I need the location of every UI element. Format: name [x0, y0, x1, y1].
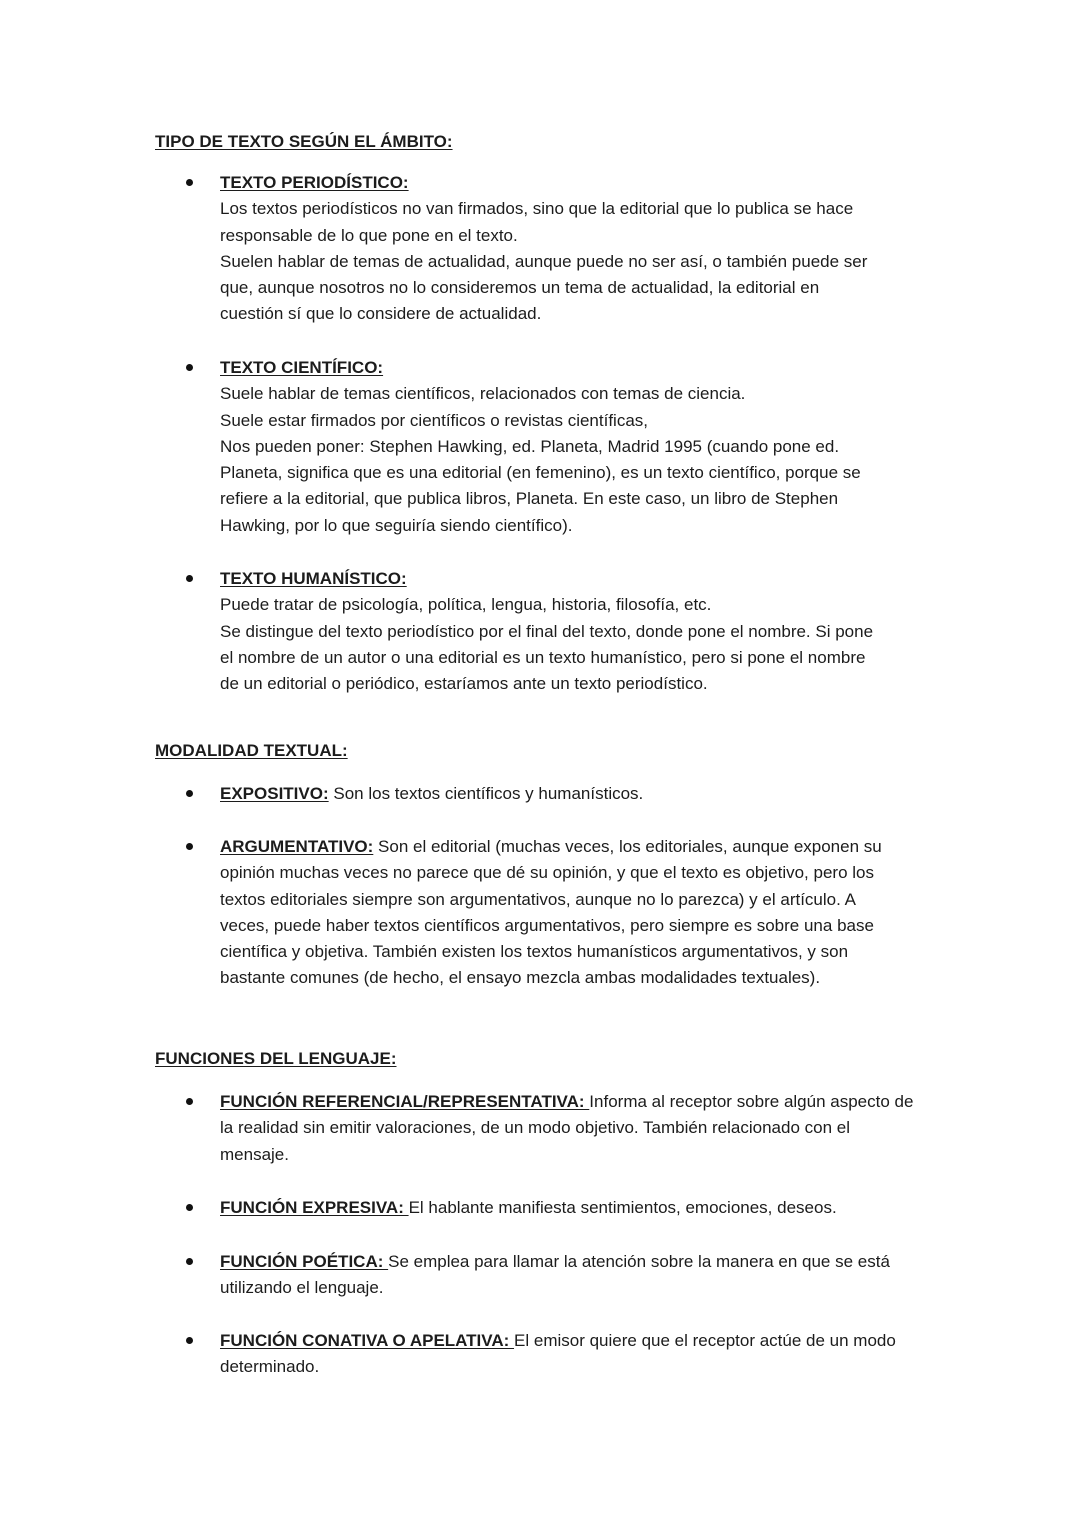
- section-heading-funciones: FUNCIONES DEL LENGUAJE:: [155, 1049, 397, 1068]
- item-text-line: bastante comunes (de hecho, el ensayo mezcla ambas modalidades textuales).: [220, 968, 821, 988]
- item-text: Se emplea para llamar la atención sobre la manera en que se está: [388, 1252, 890, 1271]
- item-text-line: veces, puede haber textos científicos argumentativos, pero siempre es sobre una base: [220, 915, 874, 935]
- item-text-line: Los textos periodísticos no van firmados, sino que la editorial que lo publica se hace: [220, 199, 854, 219]
- item-first-line: [220, 1249, 890, 1275]
- item-text-line: responsable de lo que pone en el texto.: [220, 225, 518, 245]
- bullet-icon: [186, 790, 193, 797]
- item-text-line: Hawking, por lo que seguiría siendo científico).: [220, 515, 573, 535]
- item-text: Son el editorial (muchas veces, los editoriales, aunque exponen su: [373, 837, 882, 856]
- item-label: FUNCIÓN CONATIVA O APELATIVA:: [220, 1331, 515, 1350]
- item-text-line: que, aunque nosotros no lo consideremos un tema de actualidad, la editorial en: [220, 278, 820, 298]
- list-item-funcion-poetica: [220, 1249, 890, 1302]
- item-label-line: [220, 170, 867, 196]
- item-text-line: opinión muchas veces no parece que dé su opinión, y que el texto es objetivo, pero los: [220, 863, 874, 883]
- item-first-line: [220, 834, 882, 860]
- item-text-line: Puede tratar de psicología, política, lengua, historia, filosofía, etc.: [220, 595, 712, 615]
- item-label: TEXTO HUMANÍSTICO:: [220, 569, 407, 588]
- list-item-funcion-expresiva: [220, 1195, 837, 1221]
- item-label: FUNCIÓN REFERENCIAL/REPRESENTATIVA:: [220, 1092, 590, 1111]
- bullet-icon: [186, 1204, 193, 1211]
- item-text: Informa al receptor sobre algún aspecto de: [589, 1092, 914, 1111]
- item-text-line: cuestión sí que lo considere de actualidad.: [220, 304, 542, 324]
- bullet-icon: [186, 1337, 193, 1344]
- item-label: FUNCIÓN POÉTICA:: [220, 1252, 389, 1271]
- bullet-icon: [186, 364, 193, 371]
- item-text-line: utilizando el lenguaje.: [220, 1278, 384, 1298]
- item-text-line: Nos pueden poner: Stephen Hawking, ed. Planeta, Madrid 1995 (cuando pone ed.: [220, 436, 840, 456]
- item-text: El emisor quiere que el receptor actúe de un modo: [514, 1331, 896, 1350]
- bullet-icon: [186, 1258, 193, 1265]
- item-text-line: el nombre de un autor o una editorial es un texto humanístico, pero si pone el nombre: [220, 647, 866, 667]
- item-text-line: Suele hablar de temas científicos, relacionados con temas de ciencia.: [220, 384, 746, 404]
- item-text: Son los textos científicos y humanísticos.: [328, 784, 644, 803]
- item-first-line: [220, 1328, 896, 1354]
- item-label-line: [220, 355, 861, 381]
- item-first-line: [220, 781, 643, 807]
- item-text-line: de un editorial o periódico, estaríamos ante un texto periodístico.: [220, 674, 708, 694]
- item-text-line: Se distingue del texto periodístico por el final del texto, donde pone el nombre. Si pone: [220, 621, 874, 641]
- item-text-line: mensaje.: [220, 1144, 289, 1164]
- item-first-line: [220, 1195, 837, 1221]
- list-item-funcion-referencial: [220, 1089, 913, 1168]
- bullet-icon: [186, 179, 193, 186]
- bullet-icon: [186, 1098, 193, 1105]
- item-label-line: [220, 566, 873, 592]
- item-text-line: Planeta, significa que es una editorial (en femenino), es un texto científico, porque se: [220, 463, 861, 483]
- item-label: TEXTO PERIODÍSTICO:: [220, 173, 409, 192]
- item-text-line: Suelen hablar de temas de actualidad, aunque puede no ser así, o también puede ser: [220, 251, 868, 271]
- section-heading-modalidad: MODALIDAD TEXTUAL:: [155, 741, 348, 760]
- list-item-expositivo: [220, 781, 643, 807]
- item-label: FUNCIÓN EXPRESIVA:: [220, 1198, 409, 1217]
- item-text-line: científica y objetiva. También existen los textos humanísticos argumentativos, y son: [220, 942, 849, 962]
- item-label: EXPOSITIVO:: [220, 784, 329, 803]
- bullet-icon: [186, 843, 193, 850]
- item-text-line: textos editoriales siempre son argumentativos, aunque no lo parezca) y el artículo. A: [220, 889, 856, 909]
- list-item-argumentativo: [220, 834, 882, 992]
- list-item-texto-cientifico: [220, 355, 861, 539]
- list-item-funcion-conativa: [220, 1328, 896, 1381]
- bullet-icon: [186, 575, 193, 582]
- item-text: El hablante manifiesta sentimientos, emociones, deseos.: [408, 1198, 837, 1217]
- item-text-line: la realidad sin emitir valoraciones, de un modo objetivo. También relacionado con el: [220, 1118, 850, 1138]
- item-text-line: determinado.: [220, 1357, 320, 1377]
- item-label: TEXTO CIENTÍFICO:: [220, 358, 384, 377]
- item-text-line: Suele estar firmados por científicos o revistas científicas,: [220, 410, 649, 430]
- section-heading-ambito: TIPO DE TEXTO SEGÚN EL ÁMBITO:: [155, 132, 453, 151]
- item-first-line: [220, 1089, 913, 1115]
- item-text-line: refiere a la editorial, que publica libros, Planeta. En este caso, un libro de Stephen: [220, 489, 839, 509]
- list-item-texto-humanistico: [220, 566, 873, 697]
- item-label: ARGUMENTATIVO:: [220, 837, 374, 856]
- list-item-texto-periodistico: [220, 170, 867, 328]
